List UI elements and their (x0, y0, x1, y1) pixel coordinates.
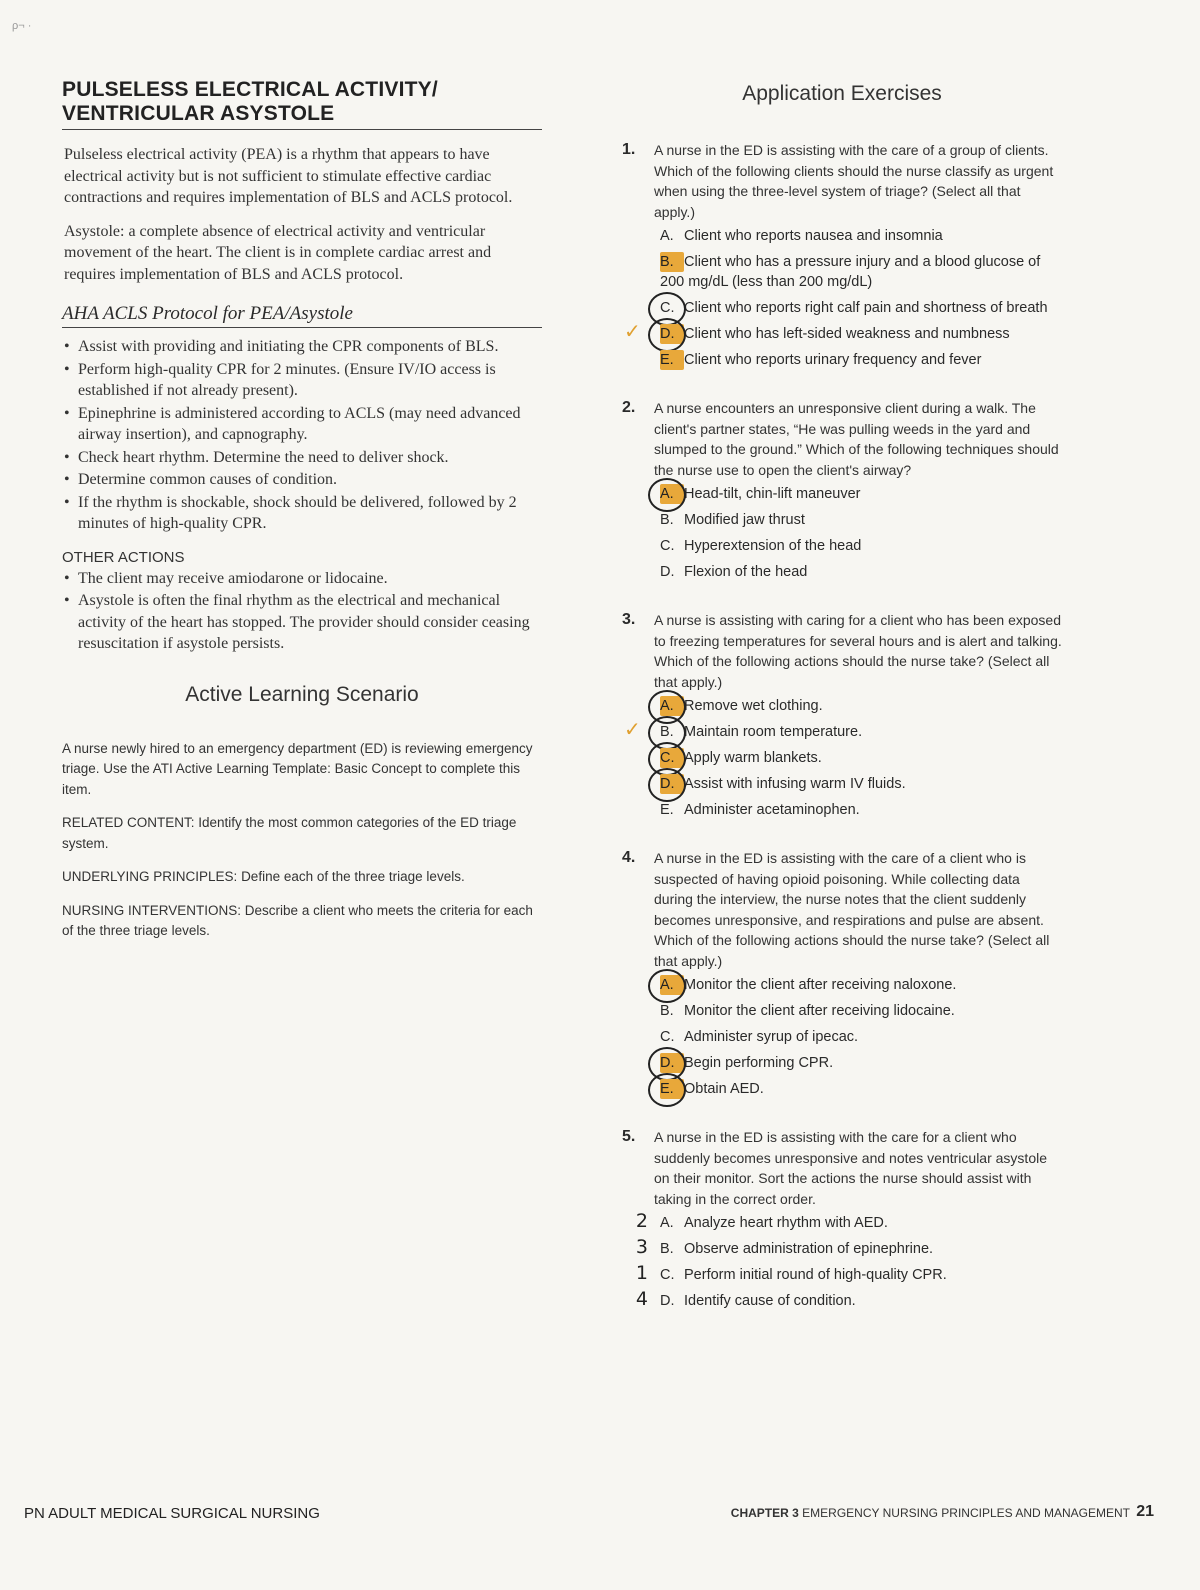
option-d[interactable] (635, 1288, 1062, 1311)
option-text: Analyze heart rhythm with AED. (684, 1215, 888, 1231)
question-text: A nurse is assisting with caring for a client who has been exposed to freezing temperatures for several hours and is alert and talking. Which of the following actions should the nurse take? (Select all that apply.) (654, 612, 1062, 690)
title-line-1: PULSELESS ELECTRICAL ACTIVITY/ (62, 78, 438, 101)
option-text: Monitor the client after receiving naloxone. (684, 977, 957, 993)
options-list (624, 696, 1062, 820)
question-text: A nurse in the ED is assisting with the care for a client who suddenly becomes unresponsive and notes ventricular asystole on their monitor. Sort the actions the nurse should assist with taking in the correct order. (654, 1129, 1048, 1207)
option-d[interactable] (660, 562, 1062, 582)
option-letter: B. (660, 1241, 674, 1257)
question-number: 4. (622, 849, 636, 866)
option-d[interactable] (660, 774, 1062, 794)
options-list (660, 484, 1062, 582)
option-letter: C. (660, 1029, 675, 1045)
list-item: • Epinephrine is administered according to ACLS (may need advanced airway insertion), and capnography. (62, 403, 542, 446)
question-text: A nurse encounters an unresponsive client during a walk. The client's partner states, “He was pulling weeds in the yard and slumped to the ground.” Which of the following techniques should the nurse use to open the client's airway? (654, 400, 1059, 478)
option-text: Head-tilt, chin-lift maneuver (684, 486, 861, 502)
option-letter: A. (660, 696, 684, 716)
option-e[interactable] (660, 800, 1062, 820)
option-text: Begin performing CPR. (684, 1055, 834, 1071)
option-text: Client who reports right calf pain and shortness of breath (684, 300, 1048, 316)
question-number: 3. (622, 611, 636, 628)
option-letter: B. (660, 512, 674, 528)
asystole-definition: Asystole: a complete absence of electrical activity and ventricular movement of the heart. The client is in complete cardiac arrest and requires implementation of BLS and ACLS protocol. (64, 222, 492, 283)
option-e[interactable] (660, 1079, 1062, 1099)
option-letter: E. (660, 1079, 684, 1099)
nursing-interventions (62, 901, 542, 942)
related-text: Identify the most common categories of the ED triage system. (62, 815, 517, 851)
option-letter: D. (660, 1293, 675, 1309)
option-text: Modified jaw thrust (684, 512, 805, 528)
option-b[interactable] (635, 1236, 1062, 1259)
option-letter: D. (660, 774, 684, 794)
list-item: • Check heart rhythm. Determine the need to deliver shock. (62, 447, 542, 469)
option-d[interactable] (624, 321, 1062, 344)
list-item: • Determine common causes of condition. (62, 469, 542, 491)
nursing-text: Describe a client who meets the criteria for each of the three triage levels. (62, 902, 533, 938)
option-c[interactable] (660, 298, 1062, 318)
option-text: Client who reports nausea and insomnia (684, 228, 943, 244)
option-c[interactable] (635, 1262, 1062, 1285)
question-3 (622, 610, 1062, 820)
scenario-intro: A nurse newly hired to an emergency department (ED) is reviewing emergency triage. Use the ATI Active Learning Template: Basic Concept to complete this item. (62, 740, 533, 797)
option-text: Identify cause of condition. (684, 1293, 856, 1309)
option-text: Client who has a pressure injury and a blood glucose of 200 mg/dL (less than 200 mg/dL) (660, 254, 1041, 290)
option-letter: A. (660, 484, 684, 504)
page-number: 21 (1136, 1503, 1154, 1520)
pea-definition: Pulseless electrical activity (PEA) is a rhythm that appears to have electrical activity but is not sufficient to stimulate effective cardiac contractions and requires implementation of BLS and ACLS protocol. (64, 146, 513, 206)
related-label: RELATED CONTENT: (62, 815, 195, 830)
option-text: Hyperextension of the head (684, 538, 862, 554)
question-number: 5. (622, 1128, 636, 1145)
section-title (62, 78, 542, 130)
option-text: Assist with infusing warm IV fluids. (684, 776, 906, 792)
option-letter: E. (660, 350, 684, 370)
check-icon: ✓ (624, 321, 641, 343)
title-line-2: VENTRICULAR ASYSTOLE (62, 102, 335, 125)
list-item: • The client may receive amiodarone or lidocaine. (62, 568, 542, 590)
options-list (660, 975, 1062, 1099)
question-text: A nurse in the ED is assisting with the care of a group of clients. Which of the following clients should the nurse classify as urgent when using the three-level system of triage? (Select all that apply.) (654, 142, 1054, 220)
option-letter: D. (660, 564, 675, 580)
footer-book-title: PN ADULT MEDICAL SURGICAL NURSING (24, 1505, 320, 1522)
other-actions-list (62, 568, 542, 655)
option-text: Perform initial round of high-quality CPR. (684, 1267, 947, 1283)
underlying-label: UNDERLYING PRINCIPLES: (62, 869, 238, 884)
corner-mark: ρ¬ · (12, 20, 32, 32)
question-2 (622, 398, 1062, 582)
option-c[interactable] (660, 1027, 1062, 1047)
chapter-title: EMERGENCY NURSING PRINCIPLES AND MANAGEMENT (802, 1506, 1130, 1520)
option-text: Client who reports urinary frequency and fever (684, 352, 982, 368)
option-letter: B. (660, 722, 684, 742)
option-a[interactable] (660, 975, 1062, 995)
option-text: Obtain AED. (684, 1081, 764, 1097)
option-b[interactable] (660, 510, 1062, 530)
left-column (62, 78, 542, 955)
question-4 (622, 848, 1062, 1099)
list-item: • Perform high-quality CPR for 2 minutes. (Ensure IV/IO access is established if not already present). (62, 359, 542, 402)
question-5 (622, 1127, 1062, 1311)
handwritten-rank: 3 (635, 1236, 648, 1258)
chapter-number: CHAPTER 3 (730, 1506, 799, 1520)
footer-chapter (731, 1506, 1130, 1520)
nursing-label: NURSING INTERVENTIONS: (62, 902, 242, 918)
option-c[interactable] (660, 748, 1062, 768)
option-letter: D. (660, 324, 684, 344)
option-a[interactable] (660, 696, 1062, 716)
definitions (62, 144, 542, 285)
option-b[interactable] (660, 1001, 1062, 1021)
option-letter: B. (660, 1003, 674, 1019)
exercises-title: Application Exercises (742, 82, 942, 105)
option-a[interactable] (660, 484, 1062, 504)
option-letter: A. (660, 228, 674, 244)
option-a[interactable] (660, 226, 1062, 246)
option-text: Client who has left-sided weakness and numbness (684, 326, 1010, 342)
option-text: Remove wet clothing. (684, 698, 823, 714)
other-actions-heading: OTHER ACTIONS (62, 548, 185, 566)
option-text: Apply warm blankets. (684, 750, 822, 766)
related-content (62, 813, 542, 854)
option-text: Maintain room temperature. (684, 724, 863, 740)
option-letter: C. (660, 748, 684, 768)
protocol-list (62, 336, 542, 535)
option-letter: A. (660, 1215, 674, 1231)
option-letter: B. (660, 252, 684, 272)
option-text: Administer syrup of ipecac. (684, 1029, 859, 1045)
option-letter: D. (660, 1053, 684, 1073)
question-number: 2. (622, 399, 636, 416)
option-e[interactable] (660, 350, 1062, 370)
option-b[interactable] (624, 719, 1062, 742)
question-1 (622, 140, 1062, 370)
handwritten-rank: 4 (635, 1288, 648, 1310)
underlying-text: Define each of the three triage levels. (241, 869, 465, 884)
list-item: • Asystole is often the final rhythm as the electrical and mechanical activity of the heart has stopped. The provider should consider ceasing resuscitation if asystole persists. (62, 590, 542, 655)
handwritten-rank: 1 (635, 1262, 648, 1284)
right-column (622, 82, 1062, 1339)
options-list (635, 1210, 1062, 1311)
option-text: Observe administration of epinephrine. (684, 1241, 934, 1257)
underlying-principles (62, 867, 542, 888)
check-icon: ✓ (624, 719, 641, 741)
scenario-title: Active Learning Scenario (185, 682, 419, 706)
option-letter: E. (660, 802, 674, 818)
scenario-body (62, 739, 542, 942)
option-c[interactable] (660, 536, 1062, 556)
option-d[interactable] (660, 1053, 1062, 1073)
option-letter: A. (660, 975, 684, 995)
option-letter: C. (660, 538, 675, 554)
question-text: A nurse in the ED is assisting with the care of a client who is suspected of having opioid poisoning. While collecting data during the interview, the nurse notes that the client suddenly becomes unresponsive, and respirations and pulse are absent. Which of the following actions should the nurse take? (Select all that apply.) (654, 850, 1050, 969)
option-text: Monitor the client after receiving lidocaine. (684, 1003, 955, 1019)
option-b[interactable] (660, 252, 1062, 292)
handwritten-rank: 2 (635, 1210, 648, 1232)
options-list (624, 226, 1062, 370)
option-text: Administer acetaminophen. (684, 802, 860, 818)
option-a[interactable] (635, 1210, 1062, 1233)
list-item: • If the rhythm is shockable, shock should be delivered, followed by 2 minutes of high-quality CPR. (62, 492, 542, 535)
list-item: • Assist with providing and initiating the CPR components of BLS. (62, 336, 542, 358)
protocol-title: AHA ACLS Protocol for PEA/Asystole (62, 303, 542, 328)
option-text: Flexion of the head (684, 564, 808, 580)
option-letter: C. (660, 1267, 675, 1283)
question-number: 1. (622, 141, 636, 158)
option-letter: C. (660, 298, 684, 318)
